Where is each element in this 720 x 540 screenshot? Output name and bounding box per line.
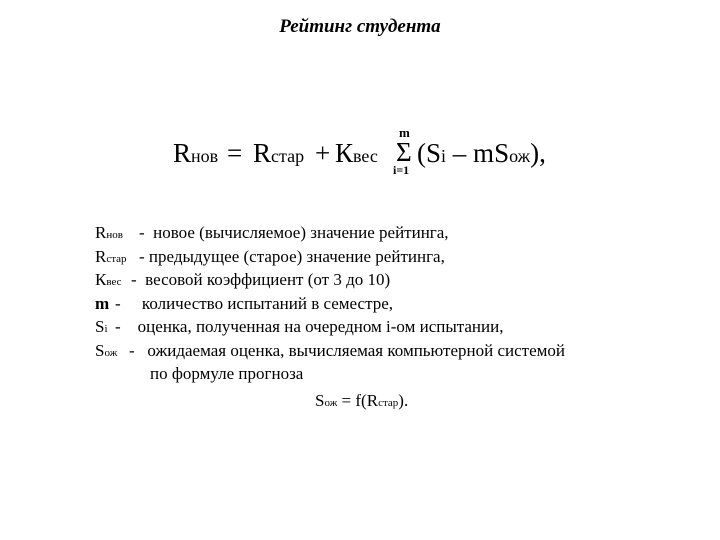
definition-symbol: Si	[95, 317, 108, 336]
definition-text: - предыдущее (старое) значение рейтинга,	[139, 246, 445, 266]
sigma-symbol: Σ	[396, 137, 412, 167]
definition-symbol: Rнов	[95, 223, 123, 242]
definition-text: - оценка, полученная на очередном i-ом испытании,	[115, 317, 504, 336]
definition-symbol: Rстар	[95, 246, 127, 266]
definition-symbol: Квес	[95, 270, 122, 289]
formula-r-old: Rстар	[253, 138, 305, 168]
definition-continuation: по формуле прогноза	[150, 364, 304, 383]
definition-text: - ожидаемая оценка, вычисляемая компьютерной системой	[129, 340, 565, 360]
definition-text: - новое (вычисляемое) значение рейтинга,	[139, 223, 449, 242]
formula-plus: +	[315, 138, 331, 168]
slide-title: Рейтинг студента	[279, 16, 441, 37]
definition-line	[95, 292, 695, 316]
definition-line	[95, 339, 695, 363]
definition-symbol: Sож	[95, 340, 118, 360]
rating-formula	[173, 125, 613, 180]
formula-r-new: Rнов	[173, 138, 219, 168]
definition-line	[95, 315, 695, 339]
formula-k: Квес	[335, 138, 378, 168]
definition-line	[95, 268, 695, 292]
definition-line	[95, 245, 695, 269]
sum-operator	[393, 125, 417, 180]
definition-line	[95, 221, 695, 245]
definition-text: - весовой коэффициент (от 3 до 10)	[131, 270, 391, 289]
sum-lower-limit: i=1	[393, 163, 410, 177]
formula-equals: =	[227, 138, 243, 168]
sum-upper-limit: m	[399, 125, 410, 140]
definitions-list	[95, 221, 695, 386]
definition-symbol: m	[95, 293, 110, 313]
definition-text: - количество испытаний в семестре,	[115, 293, 393, 313]
formula-sum-body: (Si – mSож),	[417, 138, 546, 168]
forecast-formula: Sож = f(Rстар).	[315, 391, 409, 410]
